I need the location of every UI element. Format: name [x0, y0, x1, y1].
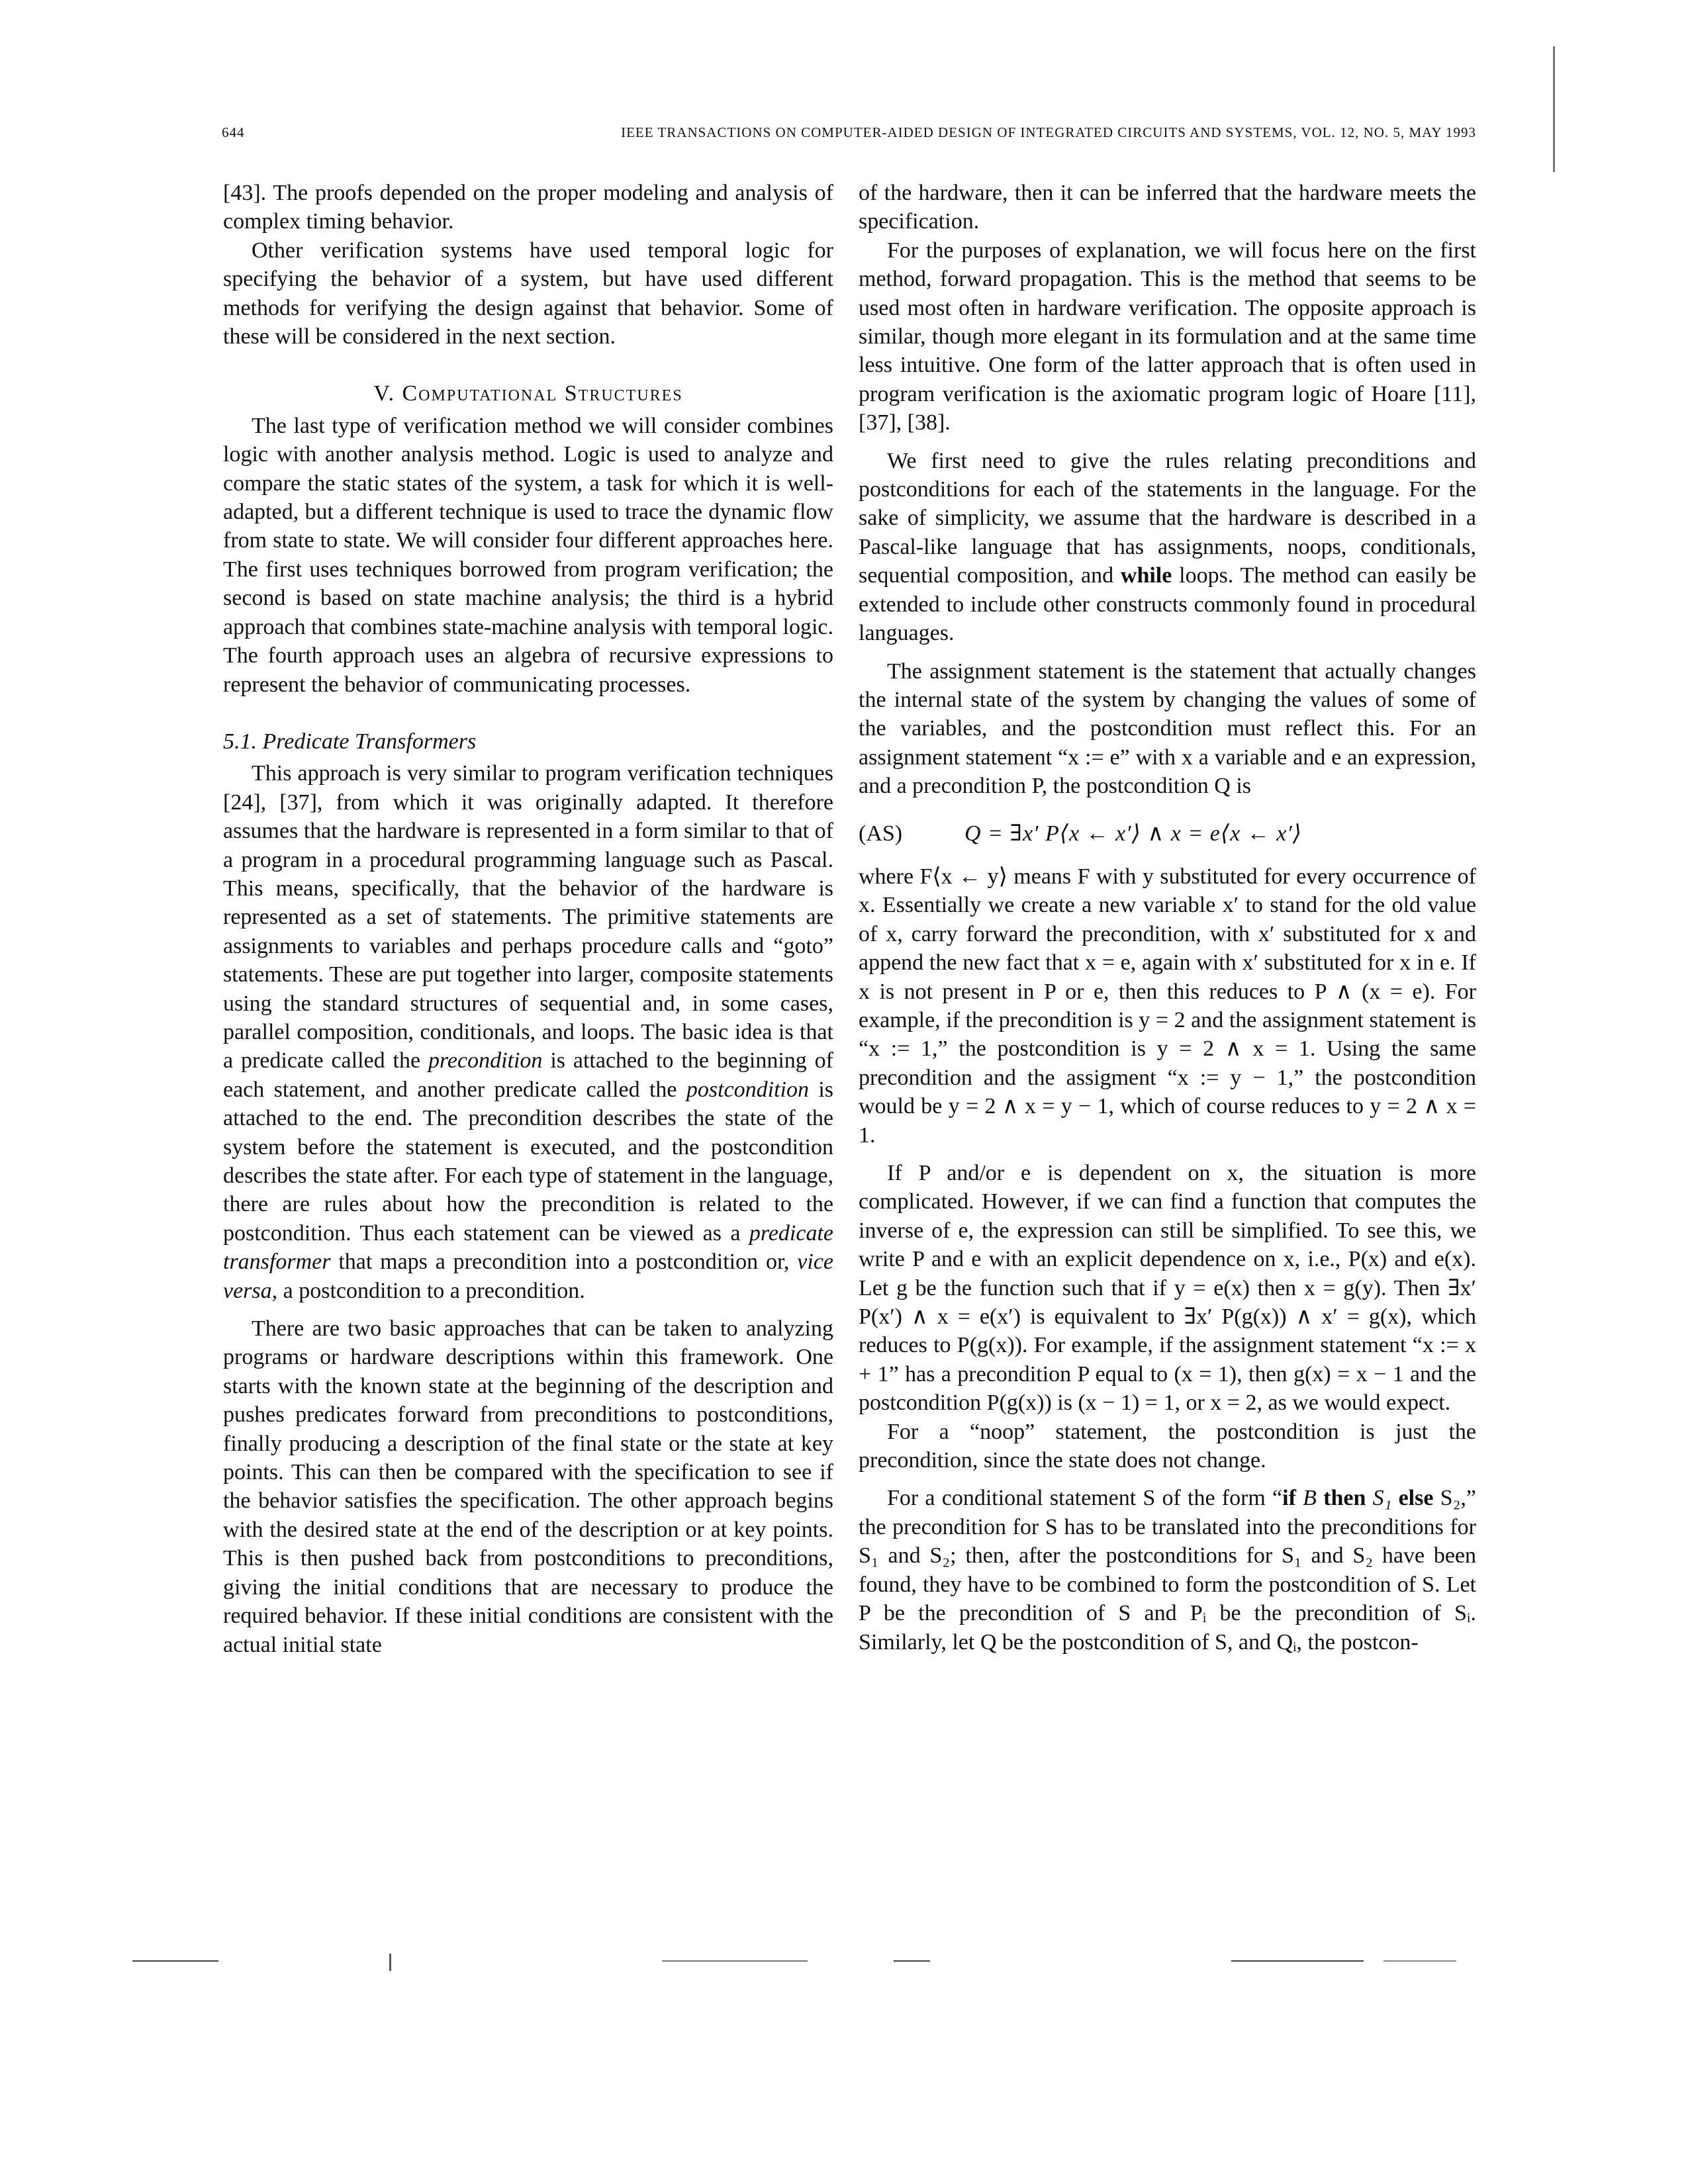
paragraph [859, 1484, 1476, 1656]
scan-rule [662, 1960, 808, 1962]
paragraph [859, 447, 1476, 648]
paragraph [223, 759, 833, 1305]
paragraph: Other verification systems have used temporal logic for specifying the behavior of a system, but have used different methods for verifying the design against that behavior. Some of these will be considered in the next section. [223, 238, 833, 349]
paragraph: [43]. The proofs depended on the proper modeling and analysis of complex timing behavior. [223, 181, 833, 234]
scan-rule [1231, 1960, 1364, 1962]
paragraph: There are two basic approaches that can be taken to analyzing programs or hardware descriptions within this framework. One starts with the known state at the beginning of the description and pushes predicates forward from preconditions to postconditions, finally producing a description of the final state or the state at key points. This can then be compared with the specification to see if the behavior satisfies the specification. The other approach begins with the desired state at the end of the description or at key points. This is then pushed back from postconditions to preconditions, giving the initial conditions that are necessary to produce the required behavior. If these initial conditions are consistent with the actual initial state [223, 1316, 833, 1657]
text-run: S₂,” the precondition for S has to be translated into the preconditions for S₁ and S₂; then, after the postconditions for S₁ and S₂ have been found, they have to be combined to form the postcondition of S. Let P be the precondition of S and Pᵢ be the precondition of Sᵢ. Similarly, let Q be the postcondition of S, and Qᵢ, the postcon- [859, 1486, 1477, 1655]
equation-as [859, 819, 1476, 848]
paragraph: The last type of verification method we will consider combines logic with another analysis method. Logic is used to analyze and compare the static states of the system, a task for which it is well-adapted, but a different technique is used to trace the dynamic flow from state to state. We will consider four different approaches here. The first uses techniques borrowed from program verification; the second is based on state machine analysis; the third is a hybrid approach that combines state-machine analysis with temporal logic. The fourth approach uses an algebra of recursive expressions to represent the behavior of communicating processes. [223, 413, 833, 697]
keyword: then [1323, 1486, 1366, 1511]
scan-rule [1383, 1960, 1456, 1962]
text-run: For a conditional statement S of the form “ [887, 1486, 1283, 1511]
paragraph: The assignment statement is the statement that actually changes the internal state of the system by changing the values of some of the variables, and the postcondition must reflect this. For an assignment statement “x := e” with x a variable and e an expression, and a precondition P, the postcondition Q is [859, 659, 1476, 799]
subsection-heading: 5.1. Predicate Transformers [223, 729, 477, 754]
scan-mark [1553, 46, 1555, 172]
text-run: loops. The method can easily be extended to include other constructs commonly found in procedural languages. [859, 563, 1477, 646]
term: postcondition [686, 1077, 809, 1102]
paragraph: of the hardware, then it can be inferred that the hardware meets the specification. [859, 181, 1476, 234]
equation-body: Q = ∃x′ P⟨x ← x′⟩ ∧ x = e⟨x ← x′⟩ [964, 821, 1303, 846]
page-number: 644 [222, 124, 245, 140]
keyword: if [1282, 1486, 1296, 1511]
math-var: B [1303, 1486, 1317, 1511]
math-var: S₁ [1372, 1486, 1392, 1511]
paragraph: For a “noop” statement, the postcondition is just the precondition, since the state does not change. [859, 1419, 1476, 1473]
section-heading: V. Computational Structures [373, 381, 683, 406]
text-run: that maps a precondition into a postcondition or, [338, 1250, 790, 1275]
equation-label: (AS) [859, 821, 903, 846]
paragraph: For the purposes of explanation, we will focus here on the first method, forward propagation. This is the method that seems to be used most often in hardware verification. The opposite approach is similar, though more elegant in its formulation and at the same time less intuitive. One form of the latter approach that is often used in program verification is the axiomatic program logic of Hoare [11], [37], [38]. [859, 238, 1476, 435]
text-run: a postcondition to a precondition. [283, 1278, 585, 1303]
keyword: else [1398, 1486, 1434, 1511]
keyword: while [1120, 563, 1172, 588]
term: precondition [428, 1048, 543, 1073]
paragraph: where F⟨x ← y⟩ means F with y substituted for every occurrence of x. Essentially we create a new variable x′ to stand for the old value of x, carry forward the precondition, with x′ substituted for x and append the new fact that x = e, again with x′ substituted for x in e. If x is not present in P or e, then this reduces to P ∧ (x = e). For example, if the precondition is y = 2 and the assignment statement is “x := 1,” the postcondition is y = 2 ∧ x = 1. Using the same precondition and the assigment “x := y − 1,” the postcondition would be y = 2 ∧ x = y − 1, which of course reduces to y = 2 ∧ x = 1. [859, 864, 1476, 1148]
running-header [222, 124, 1476, 151]
text-run: This approach is very similar to program verification techniques [24], [37], from which it was originally adapted. It therefore assumes that the hardware is represented in a form similar to that of a program in a procedural programming language such as Pascal. This means, specifically, that the behavior of the hardware is represented as a set of statements. The primitive statements are assignments to variables and perhaps procedure calls and “goto” statements. These are put together into larger, composite statements using the standard structures of sequential and, in some cases, parallel composition, conditionals, and loops. The basic idea is that a predicate called the [223, 761, 833, 1073]
term: vice versa, [223, 1250, 833, 1303]
term: predicate transformer [223, 1220, 834, 1275]
scan-rule [894, 1960, 930, 1962]
running-title: IEEE TRANSACTIONS ON COMPUTER-AIDED DESIGN OF INTEGRATED CIRCUITS AND SYSTEMS, VOL. 12, NO. 5, MAY 1993 [621, 124, 1476, 140]
text-run: is attached to the beginning of each statement, and another predicate called the [223, 1048, 833, 1102]
left-column [223, 179, 833, 1659]
right-column [859, 179, 1476, 1657]
scan-mark [389, 1954, 391, 1971]
text-run: is attached to the end. The precondition describes the state of the system before the statement is executed, and the postcondition describes the state after. For each type of statement in the language, there are rules about how the precondition is related to the postcondition. Thus each statement can be viewed as a [223, 1077, 834, 1246]
text-run: We first need to give the rules relating preconditions and postconditions for each of the statements in the language. For the sake of simplicity, we assume that the hardware is described in a Pascal-like language that has assignments, noops, conditionals, sequential composition, and [859, 448, 1476, 588]
paragraph: If P and/or e is dependent on x, the situation is more complicated. However, if we can find a function that computes the inverse of e, the expression can still be simplified. To see this, we write P and e with an explicit dependence on x, i.e., P(x) and e(x). Let g be the function such that if y = e(x) then x = g(y). Then ∃x′ P(x′) ∧ x = e(x′) is equivalent to ∃x′ P(g(x)) ∧ x′ = g(x), which reduces to P(g(x)). For example, if the assignment statement “x := x + 1” has a precondition P equal to (x = 1), then g(x) = x − 1 and the postcondition P(g(x)) is (x − 1) = 1, or x = 2, as we would expect. [859, 1161, 1476, 1416]
scan-rule [132, 1960, 218, 1962]
